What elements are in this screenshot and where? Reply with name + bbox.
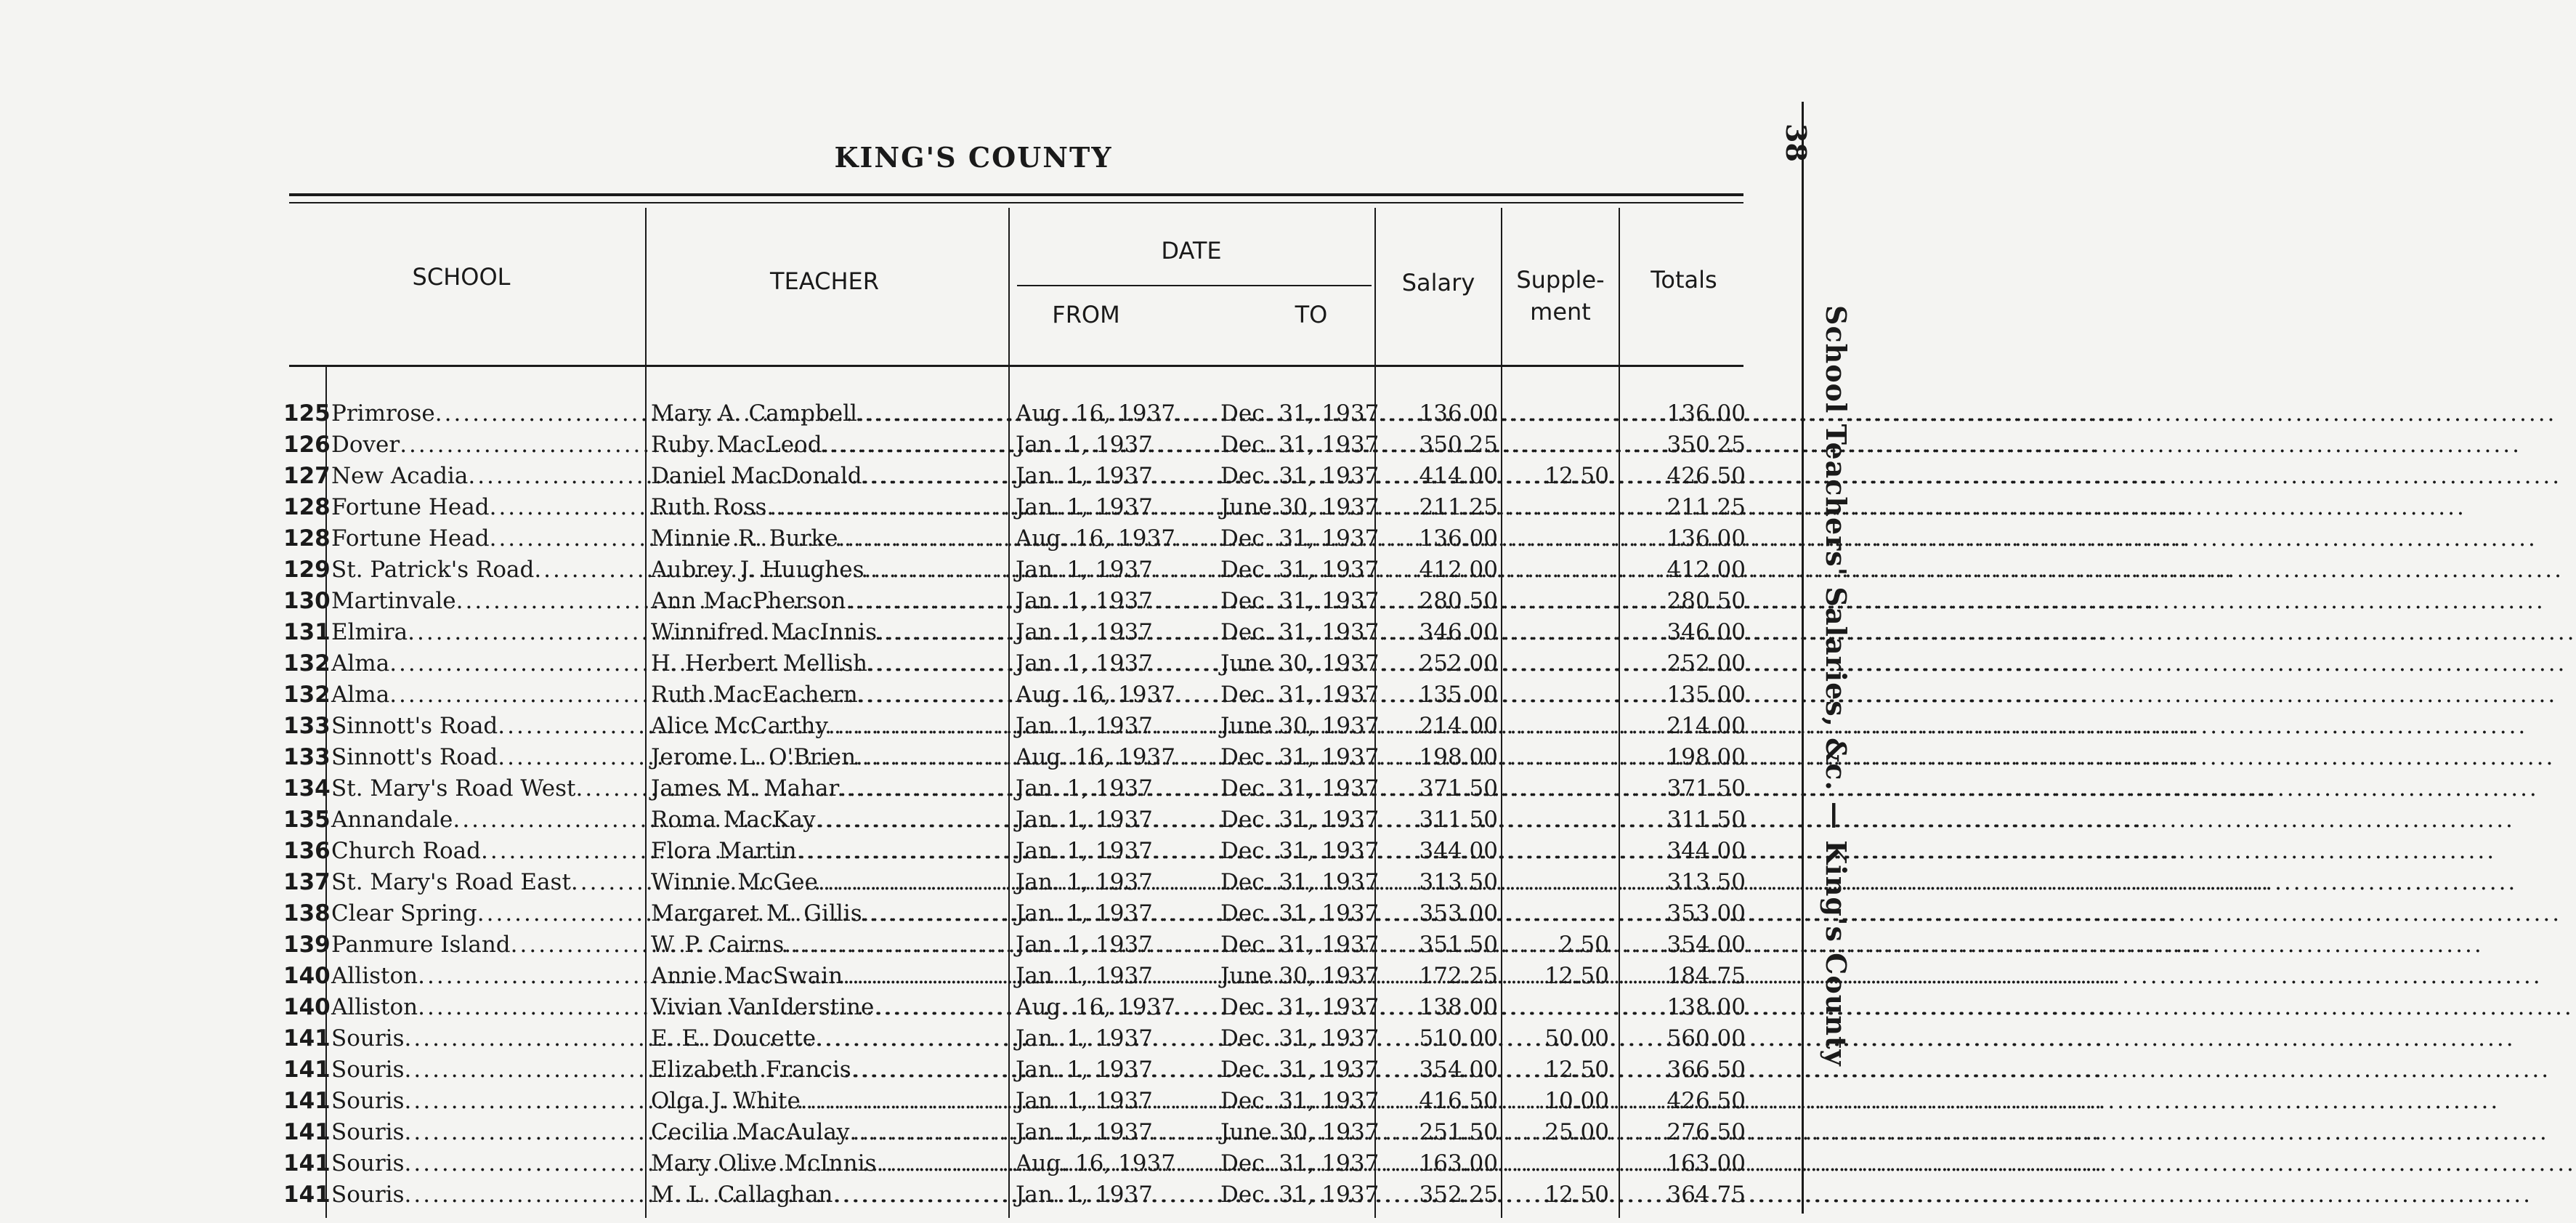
table-row (283, 523, 1780, 554)
table-row (283, 742, 1780, 773)
school-name: Sinnott's Road ..... (331, 711, 648, 742)
table-row (283, 992, 1780, 1023)
date-from: Jan. 1, 1937 (1016, 900, 1153, 927)
total: 311.50 (1666, 807, 1746, 833)
supplement: 12.50 (1544, 463, 1609, 489)
date-to: Dec. 31, 1937 (1220, 588, 1380, 614)
table-row (283, 867, 1780, 898)
school-number: 141 (283, 1150, 331, 1176)
teacher-name: Roma MacKay ..... (651, 804, 1011, 836)
date-from: Jan. 1, 1937 (1016, 869, 1153, 895)
teacher-name: Annie MacSwain ..... (651, 961, 1011, 992)
school-name: St. Mary's Road West ..... (331, 773, 648, 804)
salary: 354.00 (1419, 1057, 1498, 1083)
header-school: SCHOOL (412, 263, 511, 291)
total: 198.00 (1666, 744, 1746, 770)
teacher-name: E. E. Doucette ..... (651, 1023, 1011, 1054)
salary: 412.00 (1419, 557, 1498, 583)
school-number: 132 (283, 682, 331, 708)
teacher-name: Ruth Ross ..... (651, 492, 1011, 523)
total: 138.00 (1666, 994, 1746, 1020)
table-row (283, 679, 1780, 711)
teacher-name: James M. Mahar ..... (651, 773, 1011, 804)
date-from: Jan. 1, 1937 (1016, 838, 1153, 864)
total: 184.75 (1666, 963, 1746, 989)
salary: 311.50 (1419, 807, 1498, 833)
total: 560.00 (1666, 1025, 1746, 1052)
school-name: Fortune Head ..... (331, 523, 648, 554)
teacher-name: Olga J. White ..... (651, 1086, 1011, 1117)
supplement: 25.00 (1544, 1119, 1609, 1145)
date-to: Dec. 31, 1937 (1220, 869, 1380, 895)
date-from: Jan. 1, 1937 (1016, 1025, 1153, 1052)
date-to: Dec. 31, 1937 (1220, 1025, 1380, 1052)
date-to: Dec. 31, 1937 (1220, 1150, 1380, 1176)
teacher-name: Ruth MacEachern ..... (651, 679, 1011, 711)
date-to: Dec. 31, 1937 (1220, 432, 1380, 458)
header-totals: Totals (1650, 266, 1717, 294)
total: 252.00 (1666, 650, 1746, 677)
salary: 252.00 (1419, 650, 1498, 677)
total: 163.00 (1666, 1150, 1746, 1176)
teacher-name: H. Herbert Mellish ..... (651, 648, 1011, 679)
school-name: Souris ..... (331, 1179, 648, 1211)
date-from: Jan. 1, 1937 (1016, 807, 1153, 833)
school-name: Souris ..... (331, 1086, 648, 1117)
salary: 351.50 (1419, 932, 1498, 958)
header-bottom-rule (289, 365, 1743, 367)
supplement: 12.50 (1544, 1057, 1609, 1083)
school-number: 127 (283, 463, 331, 489)
salary: 416.50 (1419, 1088, 1498, 1114)
table-row (283, 804, 1780, 836)
salary: 344.00 (1419, 838, 1498, 864)
table-row (283, 492, 1780, 523)
date-to: June 30, 1937 (1220, 713, 1380, 739)
salary: 251.50 (1419, 1119, 1498, 1145)
header-supplement-line1: Supple- (1516, 266, 1605, 294)
date-to: Dec. 31, 1937 (1220, 1182, 1380, 1208)
total: 412.00 (1666, 557, 1746, 583)
school-number: 141 (283, 1025, 331, 1052)
school-name: Elmira ..... (331, 617, 648, 648)
date-to: Dec. 31, 1937 (1220, 838, 1380, 864)
total: 366.50 (1666, 1057, 1746, 1083)
page-number: 38 (1780, 124, 1812, 162)
table-body (283, 398, 1780, 1211)
salary: 313.50 (1419, 869, 1498, 895)
teacher-name: Cecilia MacAulay ..... (651, 1117, 1011, 1148)
date-from: Aug. 16, 1937 (1016, 1150, 1175, 1176)
school-name: Alliston ..... (331, 961, 648, 992)
date-to: Dec. 31, 1937 (1220, 682, 1380, 708)
total: 214.00 (1666, 713, 1746, 739)
top-rule-thin (289, 202, 1743, 203)
school-name: Alma ..... (331, 679, 648, 711)
school-number: 140 (283, 994, 331, 1020)
school-name: Souris ..... (331, 1148, 648, 1179)
salary: 172.25 (1419, 963, 1498, 989)
total: 426.50 (1666, 463, 1746, 489)
school-name: Clear Spring ..... (331, 898, 648, 929)
date-to: Dec. 31, 1937 (1220, 400, 1380, 427)
total: 353.00 (1666, 900, 1746, 927)
school-number: 132 (283, 650, 331, 677)
total: 371.50 (1666, 775, 1746, 802)
school-name: Martinvale ..... (331, 586, 648, 617)
table-row (283, 711, 1780, 742)
date-from: Jan. 1, 1937 (1016, 494, 1153, 520)
date-to: June 30, 1937 (1220, 963, 1380, 989)
total: 136.00 (1666, 400, 1746, 427)
total: 344.00 (1666, 838, 1746, 864)
school-number: 134 (283, 775, 331, 802)
header-supplement-line2: ment (1530, 298, 1591, 326)
school-number: 130 (283, 588, 331, 614)
school-number: 136 (283, 838, 331, 864)
date-to: Dec. 31, 1937 (1220, 900, 1380, 927)
date-from: Jan. 1, 1937 (1016, 432, 1153, 458)
school-name: Souris ..... (331, 1023, 648, 1054)
table-row (283, 1148, 1780, 1179)
table-row (283, 1086, 1780, 1117)
date-to: Dec. 31, 1937 (1220, 1057, 1380, 1083)
teacher-name: Ruby MacLeod ..... (651, 429, 1011, 461)
date-to: Dec. 31, 1937 (1220, 1088, 1380, 1114)
salary: 136.00 (1419, 525, 1498, 552)
header-to: TO (1295, 301, 1328, 328)
header-date: DATE (1161, 237, 1222, 265)
date-from: Jan. 1, 1937 (1016, 463, 1153, 489)
date-to: June 30, 1937 (1220, 650, 1380, 677)
margin-rule (1802, 102, 1804, 1214)
school-number: 131 (283, 619, 331, 645)
school-number: 137 (283, 869, 331, 895)
school-number: 126 (283, 432, 331, 458)
date-from: Jan. 1, 1937 (1016, 1119, 1153, 1145)
total: 136.00 (1666, 525, 1746, 552)
date-from: Jan. 1, 1937 (1016, 588, 1153, 614)
teacher-name: Vivian VanIderstine ..... (651, 992, 1011, 1023)
school-name: Sinnott's Road ..... (331, 742, 648, 773)
date-from: Aug. 16, 1937 (1016, 682, 1175, 708)
school-name: Fortune Head ..... (331, 492, 648, 523)
total: 354.00 (1666, 932, 1746, 958)
salary: 214.00 (1419, 713, 1498, 739)
date-from: Jan. 1, 1937 (1016, 775, 1153, 802)
salary: 135.00 (1419, 682, 1498, 708)
school-number: 141 (283, 1088, 331, 1114)
table-row (283, 1117, 1780, 1148)
date-to: Dec. 31, 1937 (1220, 807, 1380, 833)
salary: 350.25 (1419, 432, 1498, 458)
date-to: June 30, 1937 (1220, 494, 1380, 520)
date-from: Jan. 1, 1937 (1016, 1057, 1153, 1083)
date-from: Aug. 16, 1937 (1016, 744, 1175, 770)
teacher-name: Flora Martin ..... (651, 836, 1011, 867)
school-name: New Acadia ..... (331, 461, 648, 492)
teacher-name: Minnie R. Burke ..... (651, 523, 1011, 554)
date-from: Jan. 1, 1937 (1016, 1088, 1153, 1114)
school-name: Panmure Island ..... (331, 929, 648, 961)
total: 364.75 (1666, 1182, 1746, 1208)
total: 350.25 (1666, 432, 1746, 458)
teacher-name: Margaret M. Gillis ..... (651, 898, 1011, 929)
page-title: KING'S COUNTY (834, 141, 1113, 174)
school-name: Souris ..... (331, 1054, 648, 1086)
salary: 371.50 (1419, 775, 1498, 802)
salary: 198.00 (1419, 744, 1498, 770)
salary: 414.00 (1419, 463, 1498, 489)
teacher-name: M. L. Callaghan ..... (651, 1179, 1011, 1211)
salary: 163.00 (1419, 1150, 1498, 1176)
salary: 280.50 (1419, 588, 1498, 614)
school-number: 141 (283, 1119, 331, 1145)
total: 211.25 (1666, 494, 1746, 520)
date-to: Dec. 31, 1937 (1220, 932, 1380, 958)
date-to: Dec. 31, 1937 (1220, 525, 1380, 552)
supplement: 12.50 (1544, 1182, 1609, 1208)
teacher-name: Daniel MacDonald ..... (651, 461, 1011, 492)
date-to: Dec. 31, 1937 (1220, 994, 1380, 1020)
supplement: 10.00 (1544, 1088, 1609, 1114)
table-row (283, 836, 1780, 867)
supplement: 50.00 (1544, 1025, 1609, 1052)
school-number: 138 (283, 900, 331, 927)
school-number: 129 (283, 557, 331, 583)
school-number: 141 (283, 1182, 331, 1208)
date-from: Jan. 1, 1937 (1016, 932, 1153, 958)
top-rule (289, 193, 1743, 196)
teacher-name: Ann MacPherson ..... (651, 586, 1011, 617)
table-row (283, 461, 1780, 492)
date-from: Aug. 16, 1937 (1016, 525, 1175, 552)
header-salary: Salary (1401, 269, 1475, 296)
date-divider (1017, 285, 1372, 286)
table-row (283, 1179, 1780, 1211)
school-number: 133 (283, 744, 331, 770)
school-name: Church Road ..... (331, 836, 648, 867)
salary: 353.00 (1419, 900, 1498, 927)
teacher-name: Jerome L. O'Brien ..... (651, 742, 1011, 773)
total: 135.00 (1666, 682, 1746, 708)
supplement: 12.50 (1544, 963, 1609, 989)
school-number: 128 (283, 525, 331, 552)
teacher-name: Mary Olive McInnis ..... (651, 1148, 1011, 1179)
date-to: June 30, 1937 (1220, 1119, 1380, 1145)
total: 276.50 (1666, 1119, 1746, 1145)
teacher-name: W. P. Cairns ..... (651, 929, 1011, 961)
date-from: Jan. 1, 1937 (1016, 557, 1153, 583)
date-from: Jan. 1, 1937 (1016, 619, 1153, 645)
date-from: Aug. 16, 1937 (1016, 994, 1175, 1020)
salary: 346.00 (1419, 619, 1498, 645)
total: 426.50 (1666, 1088, 1746, 1114)
date-from: Jan. 1, 1937 (1016, 963, 1153, 989)
total: 280.50 (1666, 588, 1746, 614)
header-teacher: TEACHER (770, 267, 879, 295)
running-head: School Teachers' Salaries, &c. — King's County (1820, 305, 1852, 1067)
table-row (283, 429, 1780, 461)
school-name: Souris ..... (331, 1117, 648, 1148)
date-to: Dec. 31, 1937 (1220, 744, 1380, 770)
date-from: Jan. 1, 1937 (1016, 650, 1153, 677)
school-number: 128 (283, 494, 331, 520)
salary: 211.25 (1419, 494, 1498, 520)
date-from: Aug. 16, 1937 (1016, 400, 1175, 427)
date-from: Jan. 1, 1937 (1016, 713, 1153, 739)
table-row (283, 586, 1780, 617)
table-row (283, 398, 1780, 429)
teacher-name: Mary A. Campbell ..... (651, 398, 1011, 429)
school-name: St. Mary's Road East ..... (331, 867, 648, 898)
table-row (283, 961, 1780, 992)
date-to: Dec. 31, 1937 (1220, 557, 1380, 583)
school-number: 133 (283, 713, 331, 739)
school-number: 140 (283, 963, 331, 989)
salary: 352.25 (1419, 1182, 1498, 1208)
teacher-name: Alice McCarthy ..... (651, 711, 1011, 742)
total: 313.50 (1666, 869, 1746, 895)
table-row (283, 648, 1780, 679)
table-row (283, 617, 1780, 648)
date-to: Dec. 31, 1937 (1220, 775, 1380, 802)
table-row (283, 898, 1780, 929)
school-name: Annandale ..... (331, 804, 648, 836)
school-number: 139 (283, 932, 331, 958)
date-to: Dec. 31, 1937 (1220, 619, 1380, 645)
school-name: Alliston ..... (331, 992, 648, 1023)
teacher-name: Elizabeth Francis ..... (651, 1054, 1011, 1086)
school-number: 141 (283, 1057, 331, 1083)
table-row (283, 929, 1780, 961)
teacher-name: Winnifred MacInnis ..... (651, 617, 1011, 648)
school-number: 135 (283, 807, 331, 833)
table-row (283, 1023, 1780, 1054)
school-name: Primrose ..... (331, 398, 648, 429)
supplement: 2.50 (1558, 932, 1609, 958)
salary: 136.00 (1419, 400, 1498, 427)
school-number: 125 (283, 400, 331, 427)
table-row (283, 773, 1780, 804)
table-row (283, 1054, 1780, 1086)
teacher-name: Winnie McGee ..... (651, 867, 1011, 898)
total: 346.00 (1666, 619, 1746, 645)
date-from: Jan. 1, 1937 (1016, 1182, 1153, 1208)
teacher-name: Aubrey J. Huughes ..... (651, 554, 1011, 586)
salary: 510.00 (1419, 1025, 1498, 1052)
date-to: Dec. 31, 1937 (1220, 463, 1380, 489)
school-name: Dover ..... (331, 429, 648, 461)
school-name: St. Patrick's Road ..... (331, 554, 648, 586)
table-row (283, 554, 1780, 586)
header-from: FROM (1052, 301, 1120, 328)
salary: 138.00 (1419, 994, 1498, 1020)
school-name: Alma ..... (331, 648, 648, 679)
